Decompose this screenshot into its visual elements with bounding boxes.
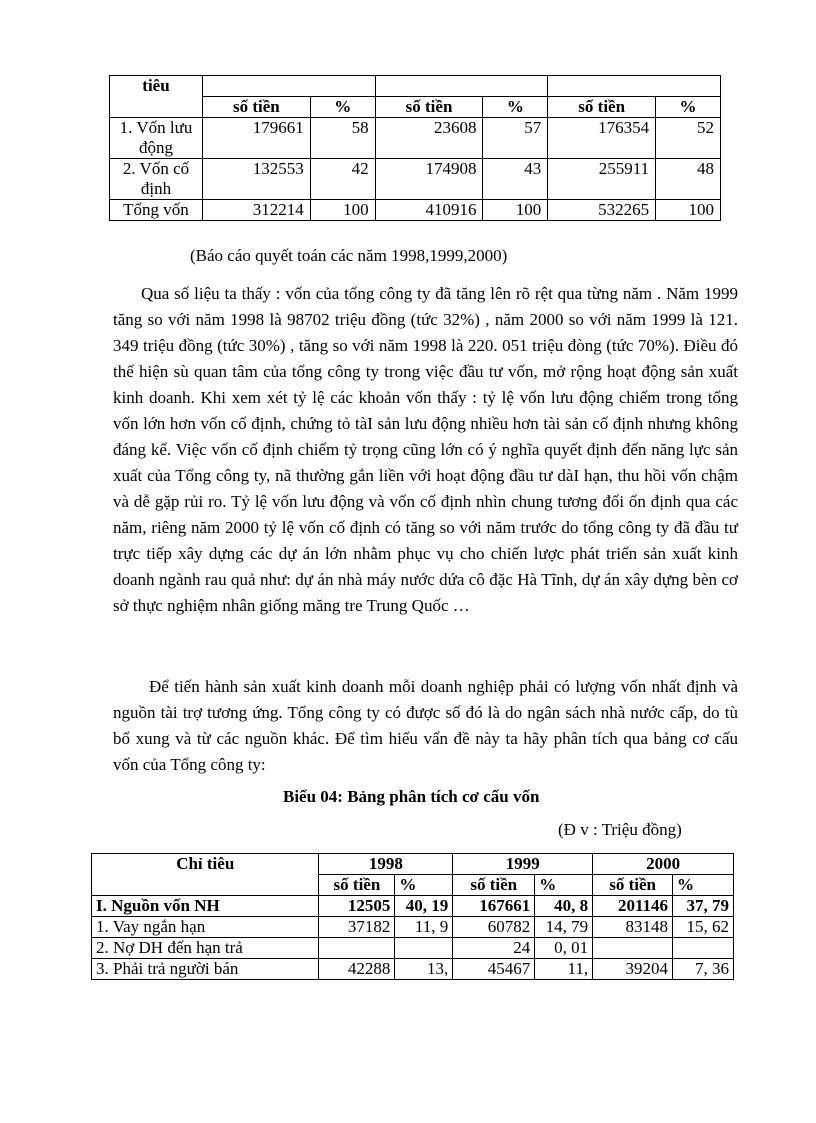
table-row	[92, 938, 734, 959]
unit-note: (Đ v : Triệu đồng)	[558, 820, 682, 839]
cell: 14, 79	[535, 917, 593, 938]
cell: 83148	[593, 917, 673, 938]
cell: 57	[483, 118, 548, 159]
cell: 42	[310, 159, 375, 200]
cell: 0, 01	[535, 938, 593, 959]
cell: 42288	[319, 959, 395, 980]
cell: 15, 62	[673, 917, 734, 938]
cell: 100	[656, 200, 721, 221]
cell: 40, 8	[535, 896, 593, 917]
col-header: %	[673, 875, 734, 896]
year-header: 1999	[453, 854, 593, 875]
cell: 11, 9	[395, 917, 453, 938]
table-row	[92, 917, 734, 938]
col-header: số tiền	[548, 97, 656, 118]
col-header: số tiền	[319, 875, 395, 896]
cell: 37182	[319, 917, 395, 938]
cell	[593, 938, 673, 959]
cell: 410916	[375, 200, 483, 221]
capital-source-table	[91, 853, 734, 980]
cell: 12505	[319, 896, 395, 917]
cell: 24	[453, 938, 535, 959]
cell: 52	[656, 118, 721, 159]
header-label: Chỉ tiêu	[92, 854, 319, 896]
year-header: 1998	[319, 854, 453, 875]
table-row	[92, 896, 734, 917]
cell	[673, 938, 734, 959]
col-header: %	[656, 97, 721, 118]
row-label: 2. Vốn cố định	[110, 159, 203, 200]
cell: 45467	[453, 959, 535, 980]
col-header: số tiền	[203, 97, 311, 118]
body-paragraph: Để tiến hành sản xuất kinh doanh mỗi doanh nghiệp phải có lượng vốn nhất định và nguồn tài trợ tương ứng. Tổng công ty có được số đó là do ngân sách nhà nước cấp, do tù bổ xung và từ các nguồn khác. Để tìm hiểu vấn đề này ta hãy phân tích qua bảng cơ cấu vốn của Tổng công ty:	[113, 677, 738, 774]
col-header: số tiền	[375, 97, 483, 118]
cell: 23608	[375, 118, 483, 159]
cell: 100	[310, 200, 375, 221]
col-header: %	[535, 875, 593, 896]
cell: 13,	[395, 959, 453, 980]
cell: 532265	[548, 200, 656, 221]
row-label: 2. Nợ DH đến hạn trả	[92, 938, 319, 959]
cell: 132553	[203, 159, 311, 200]
cell: 60782	[453, 917, 535, 938]
capital-structure-table	[109, 75, 721, 221]
table-row	[110, 159, 721, 200]
cell	[395, 938, 453, 959]
cell: 48	[656, 159, 721, 200]
cell: 11,	[535, 959, 593, 980]
table-row	[92, 959, 734, 980]
table-heading: Biểu 04: Bảng phân tích cơ cấu vốn	[283, 787, 540, 806]
col-header: %	[395, 875, 453, 896]
cell: 174908	[375, 159, 483, 200]
header-label: tiêu	[110, 76, 203, 118]
cell: 312214	[203, 200, 311, 221]
table-row	[110, 200, 721, 221]
year-header: 2000	[593, 854, 734, 875]
source-note: (Báo cáo quyết toán các năm 1998,1999,2000)	[190, 246, 508, 265]
row-label: 1. Vay ngắn hạn	[92, 917, 319, 938]
col-header: số tiền	[453, 875, 535, 896]
cell: 176354	[548, 118, 656, 159]
col-header: số tiền	[593, 875, 673, 896]
cell: 58	[310, 118, 375, 159]
cell: 179661	[203, 118, 311, 159]
cell	[319, 938, 395, 959]
row-label: Tổng vốn	[110, 200, 203, 221]
cell: 37, 79	[673, 896, 734, 917]
col-header: %	[310, 97, 375, 118]
row-label: I. Nguồn vốn NH	[92, 896, 319, 917]
cell: 39204	[593, 959, 673, 980]
cell: 167661	[453, 896, 535, 917]
cell: 7, 36	[673, 959, 734, 980]
cell: 40, 19	[395, 896, 453, 917]
cell: 201146	[593, 896, 673, 917]
row-label: 3. Phải trả người bán	[92, 959, 319, 980]
cell: 255911	[548, 159, 656, 200]
table-row	[110, 118, 721, 159]
cell: 43	[483, 159, 548, 200]
row-label: 1. Vốn lưu động	[110, 118, 203, 159]
cell: 100	[483, 200, 548, 221]
col-header: %	[483, 97, 548, 118]
body-paragraph: Qua số liệu ta thấy : vốn của tổng công ty đã tăng lên rõ rệt qua từng năm . Năm 1999 tăng so với năm 1998 là 98702 triệu đồng (tức 32%) , năm 2000 so với năm 1999 là 121. 349 triệu đồng (tức 30%) , tăng so với năm 1998 là 220. 051 triệu đòng (tức 70%). Điều đó thể hiện sù quan tâm của tổng công ty trong việc đầu tư vốn, mở rộng hoạt động sản xuất kinh doanh. Khi xem xét tỷ lệ các khoản vốn thấy : tỷ lệ vốn lưu động chiếm trong tổng vốn lớn hơn vốn cố định, chứng tỏ tàI sản lưu động nhiều hơn tài sản cố định nhưng không đáng kể. Việc vốn cố định chiếm tỷ trọng cũng lớn có ý nghĩa quyết định đến năng lực sản xuất của Tổng công ty, nã thường gắn liền với hoạt động đầu tư dàI hạn, thu hồi vốn chậm và dễ gặp rủi ro. Tỷ lệ vốn lưu động và vốn cố định nhìn chung tương đối ổn định qua các năm, riêng năm 2000 tỷ lệ vốn cố định có tăng so với năm trước do tổng công ty đã đầu tư trực tiếp xây dựng các dự án lớn nhằm phục vụ cho chiến lược phát triển sản xuất kinh doanh ngành rau quả như: dự án nhà máy nước dứa cô đặc Hà Tĩnh, dự án xây dựng bèn cơ sở thực nghiệm nhân giống măng tre Trung Quốc …	[113, 284, 738, 615]
